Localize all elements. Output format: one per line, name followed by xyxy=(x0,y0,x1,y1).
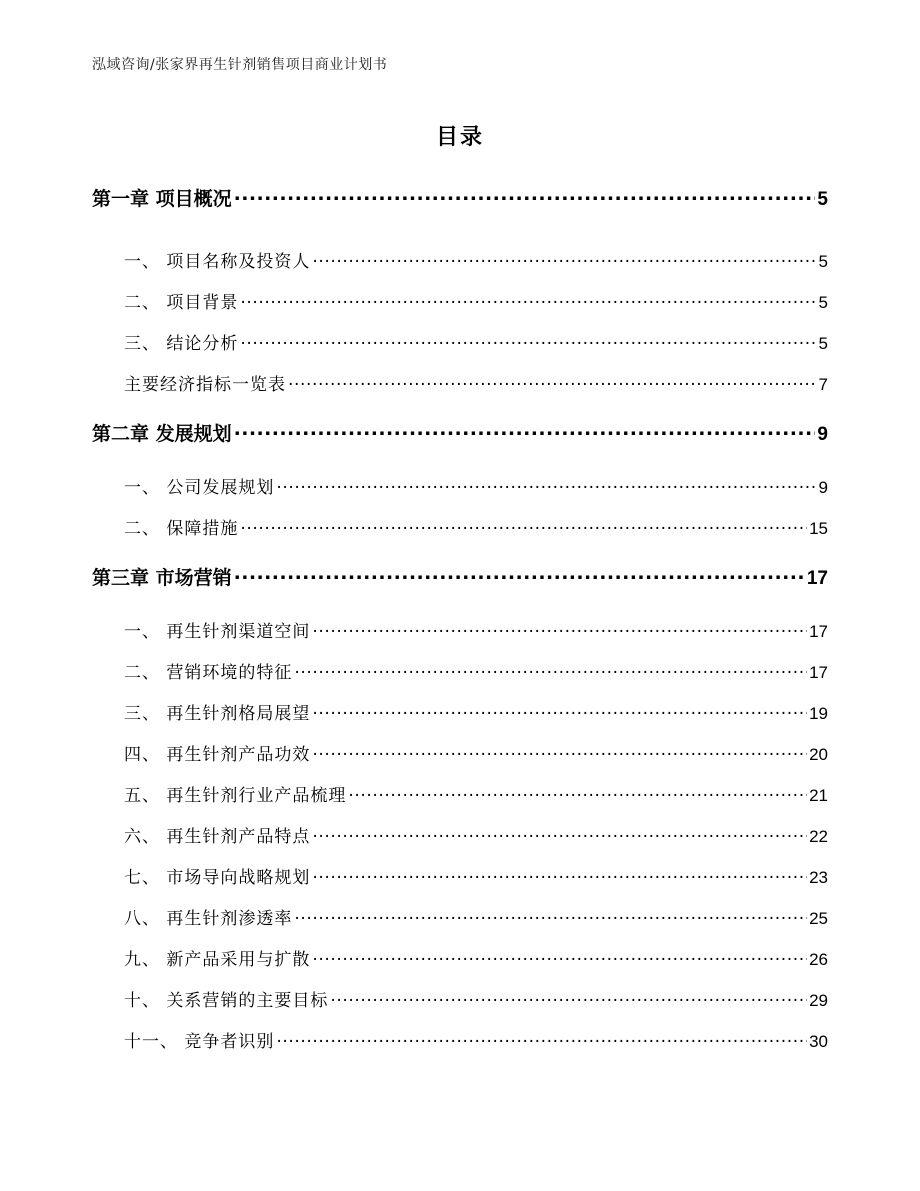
toc-page-number: 29 xyxy=(809,991,828,1010)
toc-entry-label: 四、 再生针剂产品功效 xyxy=(124,745,311,765)
toc-entry-label: 一、 再生针剂渠道空间 xyxy=(124,622,311,642)
toc-section[interactable] xyxy=(124,473,828,498)
toc-entry-label: 三、 结论分析 xyxy=(124,334,239,354)
toc-chapter-3[interactable] xyxy=(92,563,828,590)
running-header: 泓域咨询/张家界再生针剂销售项目商业计划书 xyxy=(92,57,388,73)
toc-section[interactable] xyxy=(124,514,828,539)
toc-section[interactable] xyxy=(124,329,828,354)
toc-leader-dots xyxy=(312,948,807,965)
toc-leader-dots xyxy=(276,1030,807,1047)
toc-section[interactable] xyxy=(124,781,828,806)
toc-page-number: 15 xyxy=(809,519,828,538)
toc-page-number: 5 xyxy=(818,293,828,312)
toc-leader-dots xyxy=(288,373,817,390)
toc-leader-dots xyxy=(312,620,807,637)
toc-entry-label: 主要经济指标一览表 xyxy=(124,375,286,395)
toc-page-number: 21 xyxy=(809,786,828,805)
toc-leader-dots xyxy=(234,565,805,584)
toc-section[interactable] xyxy=(124,863,828,888)
toc-entry-label: 六、 再生针剂产品特点 xyxy=(124,827,311,847)
toc-entry-label: 十一、 竞争者识别 xyxy=(124,1032,275,1052)
toc-leader-dots xyxy=(240,332,816,349)
toc-page-number: 17 xyxy=(809,622,828,641)
toc-section[interactable] xyxy=(124,699,828,724)
toc-leader-dots xyxy=(312,702,807,719)
toc-page-number: 25 xyxy=(809,909,828,928)
toc-entry-label: 第二章 发展规划 xyxy=(92,423,232,445)
toc-section[interactable] xyxy=(124,904,828,929)
toc-leader-dots xyxy=(312,866,807,883)
toc-page-number: 17 xyxy=(806,568,828,589)
toc-page-number: 7 xyxy=(818,375,828,394)
toc-entry-label: 二、 营销环境的特征 xyxy=(124,663,293,683)
toc-chapter-1[interactable] xyxy=(92,184,828,211)
toc-leader-dots xyxy=(234,421,816,440)
toc-page-number: 5 xyxy=(817,189,828,210)
toc-leader-dots xyxy=(312,825,807,842)
toc-section[interactable] xyxy=(124,945,828,970)
toc-leader-dots xyxy=(312,743,807,760)
toc-entry-label: 二、 保障措施 xyxy=(124,519,239,539)
toc-leader-dots xyxy=(330,989,807,1006)
toc-leader-dots xyxy=(348,784,807,801)
toc-leader-dots xyxy=(312,250,816,267)
toc-entry-label: 九、 新产品采用与扩散 xyxy=(124,950,311,970)
toc-section[interactable] xyxy=(124,617,828,642)
toc-leader-dots xyxy=(234,186,816,205)
toc-section[interactable] xyxy=(124,658,828,683)
toc-page-number: 30 xyxy=(809,1032,828,1051)
toc-page-number: 23 xyxy=(809,868,828,887)
toc-entry-label: 一、 公司发展规划 xyxy=(124,478,275,498)
toc-page-number: 9 xyxy=(817,424,828,445)
toc-leader-dots xyxy=(294,907,807,924)
toc-entry-label: 八、 再生针剂渗透率 xyxy=(124,909,293,929)
toc-section[interactable] xyxy=(124,822,828,847)
toc-leader-dots xyxy=(240,517,807,534)
toc-section[interactable] xyxy=(124,288,828,313)
toc-entry-label: 第一章 项目概况 xyxy=(92,188,232,210)
toc-section[interactable] xyxy=(124,370,828,395)
toc-page-number: 5 xyxy=(818,252,828,271)
toc-entry-label: 一、 项目名称及投资人 xyxy=(124,252,311,272)
toc-entry-label: 二、 项目背景 xyxy=(124,293,239,313)
toc-page-number: 20 xyxy=(809,745,828,764)
toc-entry-label: 五、 再生针剂行业产品梳理 xyxy=(124,786,347,806)
toc-page-number: 9 xyxy=(818,478,828,497)
toc-section[interactable] xyxy=(124,1027,828,1052)
toc-title: 目录 xyxy=(435,125,484,150)
toc-page-number: 22 xyxy=(809,827,828,846)
toc-section[interactable] xyxy=(124,740,828,765)
toc-leader-dots xyxy=(240,291,816,308)
toc-page-number: 19 xyxy=(809,704,828,723)
toc-page-number: 17 xyxy=(809,663,828,682)
toc-chapter-2[interactable] xyxy=(92,419,828,446)
toc-leader-dots xyxy=(294,661,807,678)
toc-entry-label: 七、 市场导向战略规划 xyxy=(124,868,311,888)
toc-section[interactable] xyxy=(124,247,828,272)
toc-page-number: 5 xyxy=(818,334,828,353)
toc-leader-dots xyxy=(276,476,816,493)
toc-page-number: 26 xyxy=(809,950,828,969)
toc-entry-label: 十、 关系营销的主要目标 xyxy=(124,991,329,1011)
toc-section[interactable] xyxy=(124,986,828,1011)
toc-entry-label: 三、 再生针剂格局展望 xyxy=(124,704,311,724)
toc-entry-label: 第三章 市场营销 xyxy=(92,567,232,589)
